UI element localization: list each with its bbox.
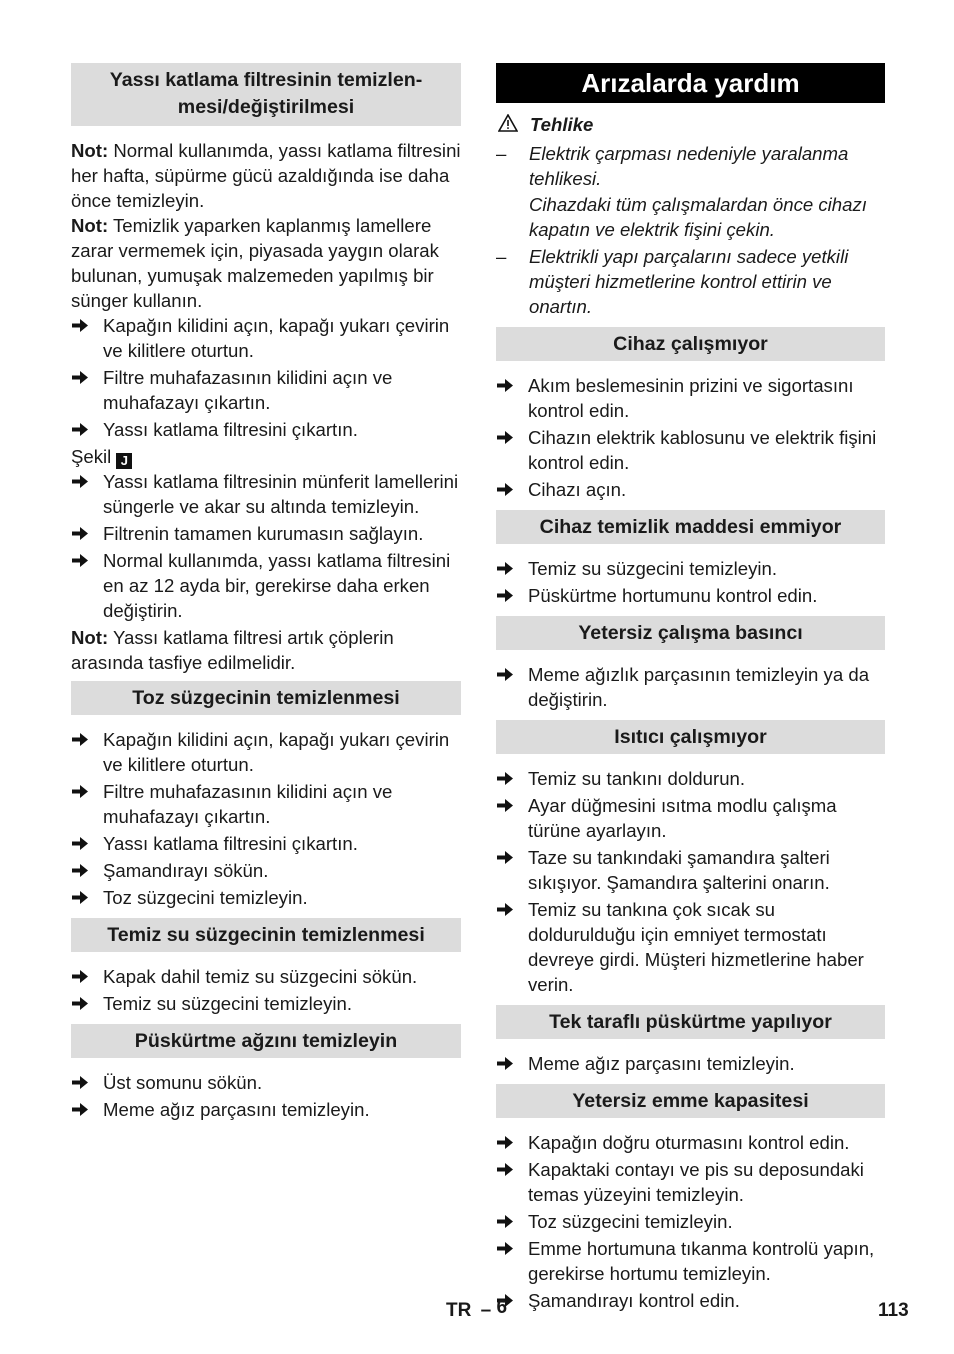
warning-item: – Elektrikli yapı parçalarını sadece yetkili müşteri hizmetlerine kontrol ettirin ve onartın.: [496, 246, 849, 317]
right-column: [496, 63, 885, 1315]
section-heading-flat-pleated-filter: [71, 63, 461, 126]
arrow-right-icon: [496, 1051, 520, 1076]
arrow-right-icon: [496, 897, 520, 922]
step-item: Üst somunu sökün.: [71, 1070, 461, 1095]
note-paragraph: Not: Temizlik yaparken kaplanmış lamellere zarar vermemek için, piyasada yaygın olarak bulunan, yumuşak malzemeden yapılmış bir sünger kullanın.: [71, 215, 439, 311]
step-item: Şamandırayı kontrol edin.: [496, 1288, 885, 1313]
step-item: Meme ağız parçasını temizleyin.: [496, 1051, 885, 1076]
section-heading-dust-filter: Toz süzgecinin temizlenmesi: [71, 681, 461, 715]
section-heading-spray-nozzle: Püskürtme ağzını temizleyin: [71, 1024, 461, 1058]
section-heading-low-pressure: Yetersiz çalışma basıncı: [496, 616, 885, 650]
arrow-right-icon: [496, 556, 520, 581]
step-item: Püskürtme hortumunu kontrol edin.: [496, 583, 885, 608]
step-item: Yassı katlama filtresini çıkartın.: [71, 417, 461, 442]
step-item: Cihazı açın.: [496, 477, 885, 502]
step-item: Emme hortumuna tıkanma kontrolü yapın, gerekirse hortumu temizleyin.: [496, 1236, 885, 1286]
section-heading-fresh-water-filter: Temiz su süzgecinin temizlenmesi: [71, 918, 461, 952]
step-item: Temiz su tankına çok sıcak su doldurulduğu için emniyet termostatı devreye girdi. Müşteri hizmetlerine haber verin.: [496, 897, 885, 997]
arrow-right-icon: [496, 1157, 520, 1182]
arrow-right-icon: [71, 365, 95, 390]
arrow-right-icon: [496, 1209, 520, 1234]
arrow-right-icon: [496, 477, 520, 502]
arrow-right-icon: [496, 583, 520, 608]
step-item: Toz süzgecini temizleyin.: [71, 885, 461, 910]
footer-section-label: TR – 6: [446, 1297, 508, 1321]
arrow-right-icon: [71, 964, 95, 989]
step-item: Filtre muhafazasının kilidini açın ve muhafazayı çıkartın.: [71, 365, 461, 415]
step-item: Kapaktaki contayı ve pis su deposundaki temas yüzeyini temizleyin.: [496, 1157, 885, 1207]
step-item: Yassı katlama filtresini çıkartın.: [71, 831, 461, 856]
step-item: Kapağın doğru oturmasını kontrol edin.: [496, 1130, 885, 1155]
step-item: Yassı katlama filtresinin münferit lamellerini süngerle ve akar su altında temizleyin.: [71, 469, 461, 519]
step-item: Temiz su süzgecini temizleyin.: [496, 556, 885, 581]
step-item: Taze su tankındaki şamandıra şalteri sıkışıyor. Şamandıra şalterini onarın.: [496, 845, 885, 895]
arrow-right-icon: [71, 991, 95, 1016]
section-heading-no-detergent-suction: Cihaz temizlik maddesi emmiyor: [496, 510, 885, 544]
arrow-right-icon: [496, 793, 520, 818]
arrow-right-icon: [71, 779, 95, 804]
step-item: Meme ağızlık parçasının temizleyin ya da değiştirin.: [496, 662, 885, 712]
arrow-right-icon: [496, 845, 520, 870]
step-item: Cihazın elektrik kablosunu ve elektrik fişini kontrol edin.: [496, 425, 885, 475]
note-paragraph: Not: Normal kullanımda, yassı katlama filtresini her hafta, süpürme gücü azaldığında ise daha önce temizleyin.: [71, 140, 461, 211]
warning-heading: Tehlike: [496, 112, 885, 137]
section-heading-low-suction: Yetersiz emme kapasitesi: [496, 1084, 885, 1118]
step-item: Akım beslemesinin prizini ve sigortasını kontrol edin.: [496, 373, 885, 423]
arrow-right-icon: [71, 1070, 95, 1095]
step-item: Normal kullanımda, yassı katlama filtresini en az 12 ayda bir, gerekirse daha erken değiştirin.: [71, 548, 461, 623]
page-number: 113: [878, 1300, 909, 1321]
step-item: Kapak dahil temiz su süzgecini sökün.: [71, 964, 461, 989]
arrow-right-icon: [496, 1130, 520, 1155]
arrow-right-icon: [71, 727, 95, 752]
heading-line: mesi/değiştirilmesi: [177, 96, 355, 118]
dash-marker: –: [496, 143, 507, 164]
heading-line: Yassı katlama filtresinin temizlen-: [109, 69, 423, 91]
arrow-right-icon: [71, 885, 95, 910]
step-item: Şamandırayı sökün.: [71, 858, 461, 883]
section-heading-heater-not-working: Isıtıcı çalışmıyor: [496, 720, 885, 754]
dash-marker: –: [496, 246, 507, 267]
arrow-right-icon: [71, 469, 95, 494]
step-item: Kapağın kilidini açın, kapağı yukarı çevirin ve kilitlere oturtun.: [71, 313, 461, 363]
section-heading-one-sided-spray: Tek taraflı püskürtme yapılıyor: [496, 1005, 885, 1039]
arrow-right-icon: [496, 766, 520, 791]
arrow-right-icon: [71, 548, 95, 573]
figure-letter-badge: J: [116, 453, 132, 469]
warning-item: – Elektrik çarpması nedeniyle yaralanma tehlikesi. Cihazdaki tüm çalışmalardan önce cihazı kapatın ve elektrik fişini çekin.: [496, 143, 867, 240]
section-heading-device-not-working: Cihaz çalışmıyor: [496, 327, 885, 361]
warning-triangle-icon: [498, 114, 518, 132]
arrow-right-icon: [71, 313, 95, 338]
chapter-title: Arızalarda yardım: [496, 63, 885, 103]
arrow-right-icon: [496, 373, 520, 398]
left-column: [71, 63, 461, 1124]
step-item: Ayar düğmesini ısıtma modlu çalışma türüne ayarlayın.: [496, 793, 885, 843]
arrow-right-icon: [496, 1236, 520, 1261]
step-item: Temiz su tankını doldurun.: [496, 766, 885, 791]
arrow-right-icon: [71, 521, 95, 546]
arrow-right-icon: [71, 1097, 95, 1122]
figure-reference: Şekil J: [71, 444, 461, 469]
step-item: Kapağın kilidini açın, kapağı yukarı çevirin ve kilitlere oturtun.: [71, 727, 461, 777]
step-item: Meme ağız parçasını temizleyin.: [71, 1097, 461, 1122]
note-paragraph: Not: Yassı katlama filtresi artık çöplerin arasında tasfiye edilmelidir.: [71, 627, 394, 673]
step-item: Toz süzgecini temizleyin.: [496, 1209, 885, 1234]
step-item: Temiz su süzgecini temizleyin.: [71, 991, 461, 1016]
step-item: Filtrenin tamamen kurumasın sağlayın.: [71, 521, 461, 546]
arrow-right-icon: [496, 425, 520, 450]
arrow-right-icon: [71, 831, 95, 856]
arrow-right-icon: [71, 417, 95, 442]
arrow-right-icon: [496, 662, 520, 687]
step-item: Filtre muhafazasının kilidini açın ve muhafazayı çıkartın.: [71, 779, 461, 829]
arrow-right-icon: [71, 858, 95, 883]
